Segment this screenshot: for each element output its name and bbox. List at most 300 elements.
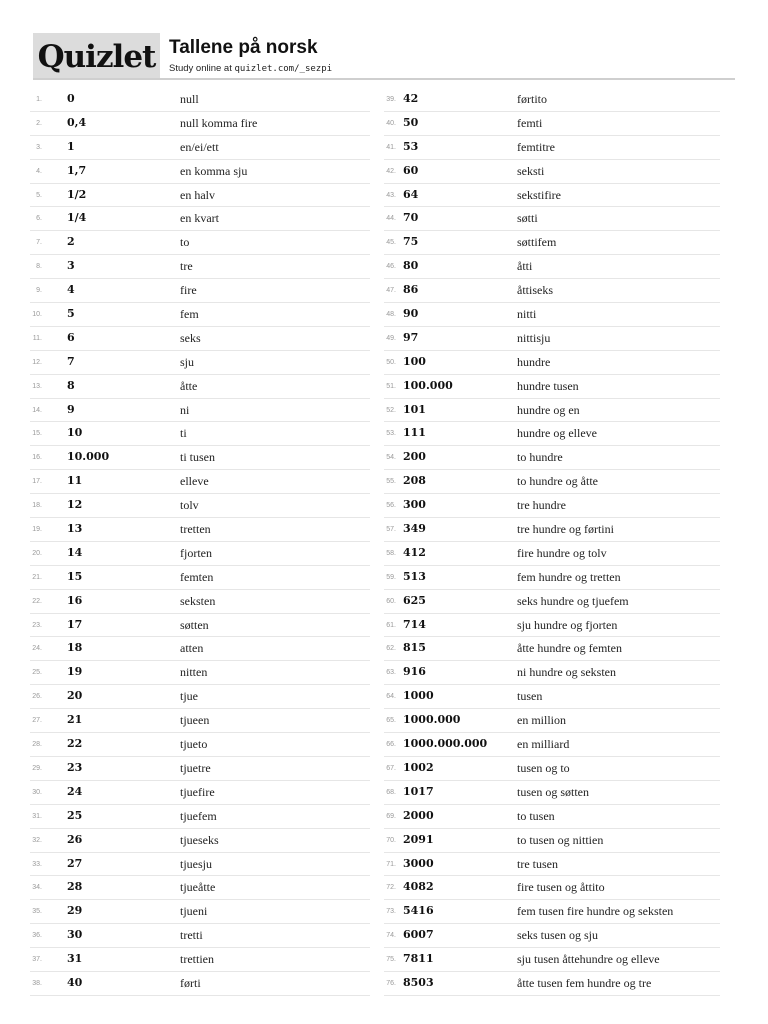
list-item — [384, 422, 720, 446]
page-header — [33, 33, 735, 81]
quizlet-logo[interactable] — [33, 33, 160, 79]
item-number: 20. — [32, 549, 42, 557]
item-term: 18 — [67, 641, 83, 655]
item-term: 17 — [67, 617, 83, 631]
item-definition: tjueen — [180, 713, 210, 728]
item-term: 23 — [67, 760, 83, 774]
item-term: 2 — [67, 235, 75, 249]
list-item — [30, 446, 370, 470]
item-number: 75. — [386, 956, 396, 964]
item-definition: to — [180, 235, 190, 250]
item-definition: tjuetre — [180, 760, 211, 775]
list-item — [384, 709, 720, 733]
list-item — [384, 255, 720, 279]
item-definition: førti — [180, 975, 201, 990]
item-term: 27 — [67, 856, 83, 870]
item-number: 17. — [32, 478, 42, 486]
item-number: 59. — [386, 573, 396, 581]
item-number: 8. — [36, 263, 42, 271]
list-item — [384, 972, 720, 996]
item-definition: åtte tusen fem hundre og tre — [517, 975, 652, 990]
item-number: 62. — [386, 645, 396, 653]
list-item — [30, 709, 370, 733]
item-term: 31 — [67, 952, 83, 966]
item-term: 80 — [403, 259, 419, 273]
list-item — [30, 733, 370, 757]
list-item — [384, 542, 720, 566]
item-definition: sju — [180, 354, 195, 369]
item-definition: femten — [180, 569, 214, 584]
item-number: 38. — [32, 979, 42, 987]
list-item — [30, 375, 370, 399]
item-term: 10 — [67, 426, 83, 440]
item-definition: to tusen og nittien — [517, 832, 604, 847]
item-term: 349 — [403, 522, 426, 536]
item-definition: tjuefire — [180, 784, 215, 799]
item-term: 53 — [403, 139, 419, 153]
item-number: 4. — [36, 167, 42, 175]
item-term: 1000.000 — [403, 713, 461, 727]
list-item — [384, 566, 720, 590]
logo-text: Quizlet — [37, 39, 156, 75]
list-item — [384, 733, 720, 757]
list-item — [30, 614, 370, 638]
item-definition: en milliard — [517, 737, 570, 752]
list-item — [384, 637, 720, 661]
item-number: 54. — [386, 454, 396, 462]
item-term: 20 — [67, 689, 83, 703]
list-item — [30, 207, 370, 231]
list-item — [30, 637, 370, 661]
item-definition: tjueåtte — [180, 880, 216, 895]
item-definition: søttifem — [517, 235, 557, 250]
list-item — [30, 685, 370, 709]
list-item — [384, 88, 720, 112]
item-term: 8503 — [403, 975, 434, 989]
item-number: 64. — [386, 693, 396, 701]
item-definition: seksti — [517, 163, 545, 178]
item-definition: hundre og en — [517, 402, 580, 417]
list-item — [30, 494, 370, 518]
item-definition: ti — [180, 426, 187, 441]
item-number: 11. — [32, 334, 42, 342]
list-item — [384, 231, 720, 255]
list-item — [30, 160, 370, 184]
item-term: 6007 — [403, 928, 434, 942]
item-term: 70 — [403, 211, 419, 225]
item-number: 57. — [386, 526, 396, 534]
item-definition: søtten — [180, 617, 209, 632]
item-definition: ti tusen — [180, 450, 215, 465]
item-number: 30. — [32, 788, 42, 796]
list-item — [384, 805, 720, 829]
item-definition: to tusen — [517, 808, 555, 823]
item-definition: sekstifire — [517, 187, 561, 202]
list-item — [30, 876, 370, 900]
item-number: 41. — [386, 143, 396, 151]
item-definition: fire tusen og åttito — [517, 880, 605, 895]
item-definition: hundre — [517, 354, 551, 369]
item-number: 61. — [386, 621, 396, 629]
item-number: 65. — [386, 717, 396, 725]
item-number: 13. — [32, 382, 42, 390]
list-item — [384, 470, 720, 494]
item-term: 9 — [67, 402, 75, 416]
item-definition: tusen — [517, 689, 543, 704]
item-term: 11 — [67, 474, 83, 488]
item-definition: tjue — [180, 689, 198, 704]
item-term: 50 — [403, 115, 419, 129]
item-term: 5 — [67, 307, 75, 321]
item-term: 75 — [403, 235, 419, 249]
header-divider — [33, 78, 735, 80]
item-definition: en halv — [180, 187, 215, 202]
item-term: 7 — [67, 354, 75, 368]
item-term: 29 — [67, 904, 83, 918]
item-number: 10. — [32, 311, 42, 319]
item-number: 71. — [386, 860, 396, 868]
item-number: 32. — [32, 836, 42, 844]
item-definition: ni hundre og seksten — [517, 665, 616, 680]
item-definition: trettien — [180, 952, 214, 967]
list-item — [384, 399, 720, 423]
item-number: 18. — [32, 502, 42, 510]
list-item — [30, 303, 370, 327]
item-number: 29. — [32, 764, 42, 772]
item-term: 13 — [67, 522, 83, 536]
item-number: 53. — [386, 430, 396, 438]
item-term: 64 — [403, 187, 419, 201]
item-term: 14 — [67, 545, 83, 559]
item-term: 4082 — [403, 880, 434, 894]
item-term: 208 — [403, 474, 426, 488]
item-number: 45. — [386, 239, 396, 247]
item-definition: femti — [517, 115, 543, 130]
item-definition: nittisju — [517, 330, 551, 345]
item-term: 412 — [403, 545, 426, 559]
list-item — [30, 900, 370, 924]
page-title: Tallene på norsk — [169, 37, 318, 58]
list-item — [384, 757, 720, 781]
list-item — [30, 661, 370, 685]
item-term: 1000 — [403, 689, 434, 703]
item-definition: hundre og elleve — [517, 426, 597, 441]
item-definition: sju hundre og fjorten — [517, 617, 618, 632]
item-term: 25 — [67, 808, 83, 822]
list-item — [384, 446, 720, 470]
item-number: 19. — [32, 526, 42, 534]
list-item — [30, 948, 370, 972]
item-term: 26 — [67, 832, 83, 846]
item-definition: tre tusen — [517, 856, 558, 871]
item-definition: femtitre — [517, 139, 555, 154]
item-definition: to hundre — [517, 450, 563, 465]
item-term: 6 — [67, 330, 75, 344]
item-term: 21 — [67, 713, 83, 727]
left-column — [30, 88, 370, 996]
item-term: 24 — [67, 784, 83, 798]
item-number: 46. — [386, 263, 396, 271]
item-number: 76. — [386, 979, 396, 987]
list-item — [30, 279, 370, 303]
list-item — [30, 351, 370, 375]
item-number: 50. — [386, 358, 396, 366]
subtitle-prefix: Study online at — [169, 63, 235, 74]
item-definition: tusen og to — [517, 760, 570, 775]
item-number: 43. — [386, 191, 396, 199]
item-definition: tjueto — [180, 737, 208, 752]
list-item — [30, 327, 370, 351]
item-term: 90 — [403, 307, 419, 321]
item-definition: åtte — [180, 378, 198, 393]
list-item — [384, 184, 720, 208]
list-item — [30, 470, 370, 494]
item-number: 35. — [32, 908, 42, 916]
item-definition: en kvart — [180, 211, 219, 226]
item-definition: null — [180, 92, 199, 106]
item-number: 36. — [32, 932, 42, 940]
item-term: 19 — [67, 665, 83, 679]
item-definition: fem tusen fire hundre og seksten — [517, 904, 674, 919]
item-definition: to hundre og åtte — [517, 474, 598, 489]
list-item — [30, 112, 370, 136]
item-term: 1002 — [403, 760, 434, 774]
list-item — [384, 136, 720, 160]
item-definition: hundre tusen — [517, 378, 579, 393]
list-item — [384, 112, 720, 136]
list-item — [30, 781, 370, 805]
item-term: 30 — [67, 928, 83, 942]
item-number: 23. — [32, 621, 42, 629]
item-number: 24. — [32, 645, 42, 653]
item-term: 15 — [67, 569, 83, 583]
list-item — [30, 853, 370, 877]
list-item — [384, 876, 720, 900]
item-number: 74. — [386, 932, 396, 940]
item-number: 34. — [32, 884, 42, 892]
item-number: 31. — [32, 812, 42, 820]
item-number: 44. — [386, 215, 396, 223]
item-term: 28 — [67, 880, 83, 894]
list-item — [384, 853, 720, 877]
list-item — [384, 661, 720, 685]
item-number: 69. — [386, 812, 396, 820]
item-number: 52. — [386, 406, 396, 414]
item-definition: fire — [180, 283, 197, 298]
list-item — [384, 375, 720, 399]
item-term: 22 — [67, 737, 83, 751]
item-definition: elleve — [180, 474, 209, 489]
item-definition: ni — [180, 402, 190, 417]
item-number: 39. — [386, 96, 396, 103]
list-item — [384, 900, 720, 924]
item-number: 49. — [386, 334, 396, 342]
item-definition: seks hundre og tjuefem — [517, 593, 629, 608]
item-term: 5416 — [403, 904, 434, 918]
item-definition: tretten — [180, 522, 211, 537]
item-term: 714 — [403, 617, 426, 631]
item-number: 33. — [32, 860, 42, 868]
list-item — [384, 303, 720, 327]
item-number: 67. — [386, 764, 396, 772]
list-item — [384, 351, 720, 375]
item-term: 3 — [67, 259, 75, 273]
item-definition: sju tusen åttehundre og elleve — [517, 952, 660, 967]
list-item — [30, 88, 370, 112]
item-term: 97 — [403, 330, 419, 344]
item-term: 8 — [67, 378, 75, 392]
item-definition: fire hundre og tolv — [517, 545, 607, 560]
item-number: 7. — [36, 239, 42, 247]
item-term: 2000 — [403, 808, 434, 822]
item-term: 0,4 — [67, 115, 87, 129]
list-item — [30, 184, 370, 208]
item-definition: en komma sju — [180, 163, 248, 178]
item-term: 916 — [403, 665, 426, 679]
item-definition: åttiseks — [517, 283, 553, 298]
item-term: 100 — [403, 354, 426, 368]
item-term: 4 — [67, 283, 75, 297]
item-number: 42. — [386, 167, 396, 175]
item-number: 15. — [32, 430, 42, 438]
item-number: 60. — [386, 597, 396, 605]
item-term: 1,7 — [67, 163, 87, 177]
right-column — [384, 88, 720, 996]
item-definition: førtito — [517, 92, 547, 106]
item-number: 12. — [32, 358, 42, 366]
item-definition: seksten — [180, 593, 216, 608]
item-definition: null komma fire — [180, 115, 258, 130]
list-item — [30, 422, 370, 446]
item-definition: søtti — [517, 211, 538, 226]
item-term: 1017 — [403, 784, 434, 798]
item-definition: tjuesju — [180, 856, 212, 871]
item-number: 26. — [32, 693, 42, 701]
list-item — [30, 566, 370, 590]
item-number: 51. — [386, 382, 396, 390]
item-number: 63. — [386, 669, 396, 677]
item-definition: fem — [180, 307, 199, 322]
list-item — [30, 518, 370, 542]
item-number: 56. — [386, 502, 396, 510]
item-definition: atten — [180, 641, 204, 656]
item-definition: tre — [180, 259, 193, 274]
item-number: 14. — [32, 406, 42, 414]
item-term: 12 — [67, 498, 83, 512]
item-number: 25. — [32, 669, 42, 677]
item-number: 37. — [32, 956, 42, 964]
item-number: 72. — [386, 884, 396, 892]
item-term: 7811 — [403, 952, 434, 966]
item-term: 815 — [403, 641, 426, 655]
list-item — [384, 590, 720, 614]
item-definition: tusen og søtten — [517, 784, 589, 799]
item-number: 66. — [386, 741, 396, 749]
item-definition: åtte hundre og femten — [517, 641, 622, 656]
item-number: 58. — [386, 549, 396, 557]
item-term: 10.000 — [67, 450, 110, 464]
item-number: 68. — [386, 788, 396, 796]
item-definition: tjueseks — [180, 832, 219, 847]
item-definition: seks — [180, 330, 201, 345]
item-definition: tolv — [180, 498, 199, 513]
item-definition: en million — [517, 713, 566, 728]
item-definition: tjueni — [180, 904, 208, 919]
item-term: 625 — [403, 593, 426, 607]
list-item — [384, 494, 720, 518]
item-definition: tre hundre — [517, 498, 566, 513]
item-number: 1. — [36, 96, 42, 103]
item-term: 300 — [403, 498, 426, 512]
item-number: 9. — [36, 287, 42, 295]
item-term: 60 — [403, 163, 419, 177]
list-item — [384, 924, 720, 948]
item-definition: tre hundre og førtini — [517, 522, 614, 537]
list-item — [384, 279, 720, 303]
list-item — [30, 136, 370, 160]
item-number: 3. — [36, 143, 42, 151]
item-definition: seks tusen og sju — [517, 928, 598, 943]
item-term: 40 — [67, 975, 83, 989]
item-term: 101 — [403, 402, 426, 416]
list-item — [384, 829, 720, 853]
item-number: 21. — [32, 573, 42, 581]
item-definition: nitten — [180, 665, 208, 680]
list-item — [384, 614, 720, 638]
subtitle — [169, 63, 332, 75]
list-item — [30, 255, 370, 279]
list-item — [384, 948, 720, 972]
list-item — [384, 207, 720, 231]
list-item — [30, 231, 370, 255]
list-item — [30, 972, 370, 996]
list-item — [384, 160, 720, 184]
list-item — [30, 399, 370, 423]
item-term: 42 — [403, 92, 419, 105]
list-item — [384, 781, 720, 805]
list-item — [30, 805, 370, 829]
item-term: 1/2 — [67, 187, 87, 201]
item-term: 111 — [403, 426, 426, 440]
item-definition: åtti — [517, 259, 533, 274]
list-item — [384, 685, 720, 709]
item-number: 6. — [36, 215, 42, 223]
item-term: 3000 — [403, 856, 434, 870]
item-definition: fjorten — [180, 545, 212, 560]
item-definition: fem hundre og tretten — [517, 569, 621, 584]
item-number: 5. — [36, 191, 42, 199]
list-item — [30, 590, 370, 614]
item-definition: nitti — [517, 307, 537, 322]
item-number: 48. — [386, 311, 396, 319]
item-term: 1 — [67, 139, 75, 153]
item-number: 16. — [32, 454, 42, 462]
item-term: 100.000 — [403, 378, 453, 392]
item-number: 22. — [32, 597, 42, 605]
list-item — [384, 327, 720, 351]
item-number: 27. — [32, 717, 42, 725]
item-number: 40. — [386, 119, 396, 127]
item-term: 86 — [403, 283, 419, 297]
list-item — [30, 542, 370, 566]
list-item — [30, 924, 370, 948]
item-term: 1/4 — [67, 211, 87, 225]
study-link[interactable]: quizlet.com/_sezpi — [234, 64, 333, 74]
item-number: 73. — [386, 908, 396, 916]
item-term: 16 — [67, 593, 83, 607]
item-number: 70. — [386, 836, 396, 844]
item-number: 2. — [36, 119, 42, 127]
